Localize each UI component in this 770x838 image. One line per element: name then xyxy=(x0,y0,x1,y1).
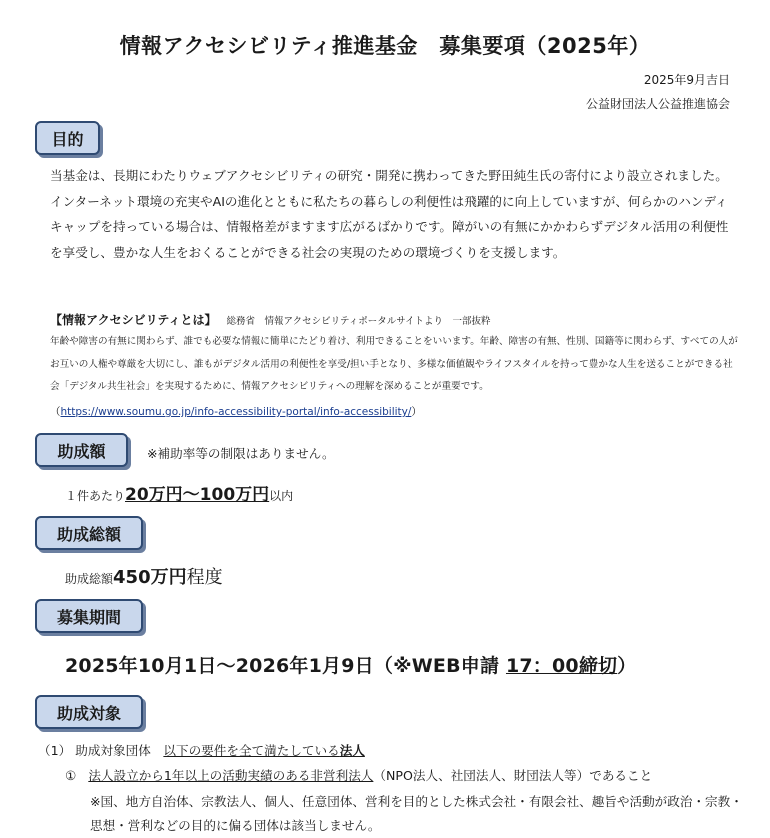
grant-total-suffix: 程度 xyxy=(186,567,223,588)
eligibility-exclusion-note: ※国、地方自治体、宗教法人、個人、任意団体、営利を目的とした株式会社・有限会社、趣旨や活動が政治・宗教・思想・営利などの目的に偏る団体は該当しません。 xyxy=(90,794,743,833)
url-open-paren: （ xyxy=(50,406,61,418)
sub-item-rest: （NPO法人、社団法人、財団法人等）であること xyxy=(373,768,653,783)
period-dates: 2025年10月1日～2026年1月9日（※WEB申請 xyxy=(65,655,506,677)
item-condition: 以下の要件を全て満たしている xyxy=(163,743,340,758)
item-number: （1） xyxy=(38,743,72,758)
info-accessibility-body: 年齢や障害の有無に関わらず、誰でも必要な情報に簡単にたどり着け、利用できることをいいます。年齢、障害の有無、性別、国籍等に関わらず、すべての人がお互いの人権や尊厳を大切にし、誰もがデジタル活用の利便性を享受/担い手となり、多様な価値観やライフスタイルを持って豊かな人生を送ることができる社会「デジタル共生社会」を実現するために、情報アクセシビリティへの理解を深めることが重要です。 xyxy=(50,336,738,392)
grant-amount-range: 20万円～100万円 xyxy=(125,485,270,505)
grant-total-prefix: 助成総額 xyxy=(65,572,114,586)
sub-item-underlined: 法人設立から1年以上の活動実績のある非営利法人 xyxy=(88,768,374,783)
section-heading-period: 募集期間 xyxy=(35,599,143,633)
info-accessibility-header xyxy=(50,311,491,328)
section-heading-grant-total: 助成総額 xyxy=(35,516,143,550)
grant-total-amount: 450万円 xyxy=(113,567,187,588)
info-accessibility-title: 【情報アクセシビリティとは】 xyxy=(50,313,217,327)
page-title: 情報アクセシビリティ推進基金 募集要項（2025年） xyxy=(119,34,651,58)
grant-amount-suffix: 以内 xyxy=(269,489,294,503)
grant-amount-line xyxy=(65,480,293,505)
section-heading-purpose: 目的 xyxy=(35,121,100,155)
section-heading-eligibility: 助成対象 xyxy=(35,695,143,729)
soumu-link[interactable]: https://www.soumu.go.jp/info-accessibility-portal/info-accessibility/ xyxy=(60,406,412,418)
grant-amount-note: ※補助率等の制限はありません。 xyxy=(147,446,335,461)
sub-item-number: ① xyxy=(65,768,77,783)
application-period xyxy=(65,651,636,678)
url-close-paren: ） xyxy=(411,406,422,418)
eligibility-item-1 xyxy=(38,740,365,759)
section-heading-grant-amount: 助成額 xyxy=(35,433,128,467)
item-target: 法人 xyxy=(339,743,365,758)
issue-date: 2025年9月吉日 xyxy=(643,73,730,87)
info-accessibility-source: 総務省 情報アクセシビリティポータルサイトより 一部抜粋 xyxy=(226,316,491,327)
organization-name: 公益財団法人公益推進協会 xyxy=(585,97,730,111)
grant-amount-prefix: １件あたり xyxy=(65,489,126,503)
eligibility-sub-item-1 xyxy=(65,765,652,784)
item-label: 助成対象団体 xyxy=(75,743,164,758)
grant-total-line xyxy=(65,563,223,589)
info-accessibility-url-line xyxy=(50,404,422,419)
period-close: ） xyxy=(617,655,637,677)
period-deadline: 17：00締切 xyxy=(505,655,618,677)
purpose-paragraph: 当基金は、長期にわたりウェブアクセシビリティの研究・開発に携わってきた野田純生氏の寄付により設立されました。インターネット環境の充実やAIの進化とともに私たちの暮らしの利便性は飛躍的に向上していますが、何らかのハンディキャップを持っている場合は、情報格差がますます広がるばかりです。障がいの有無にかかわらずデジタル活用の利便性を享受し、豊かな人生をおくることができる社会の実現のための環境づくりを支援します。 xyxy=(50,168,729,260)
